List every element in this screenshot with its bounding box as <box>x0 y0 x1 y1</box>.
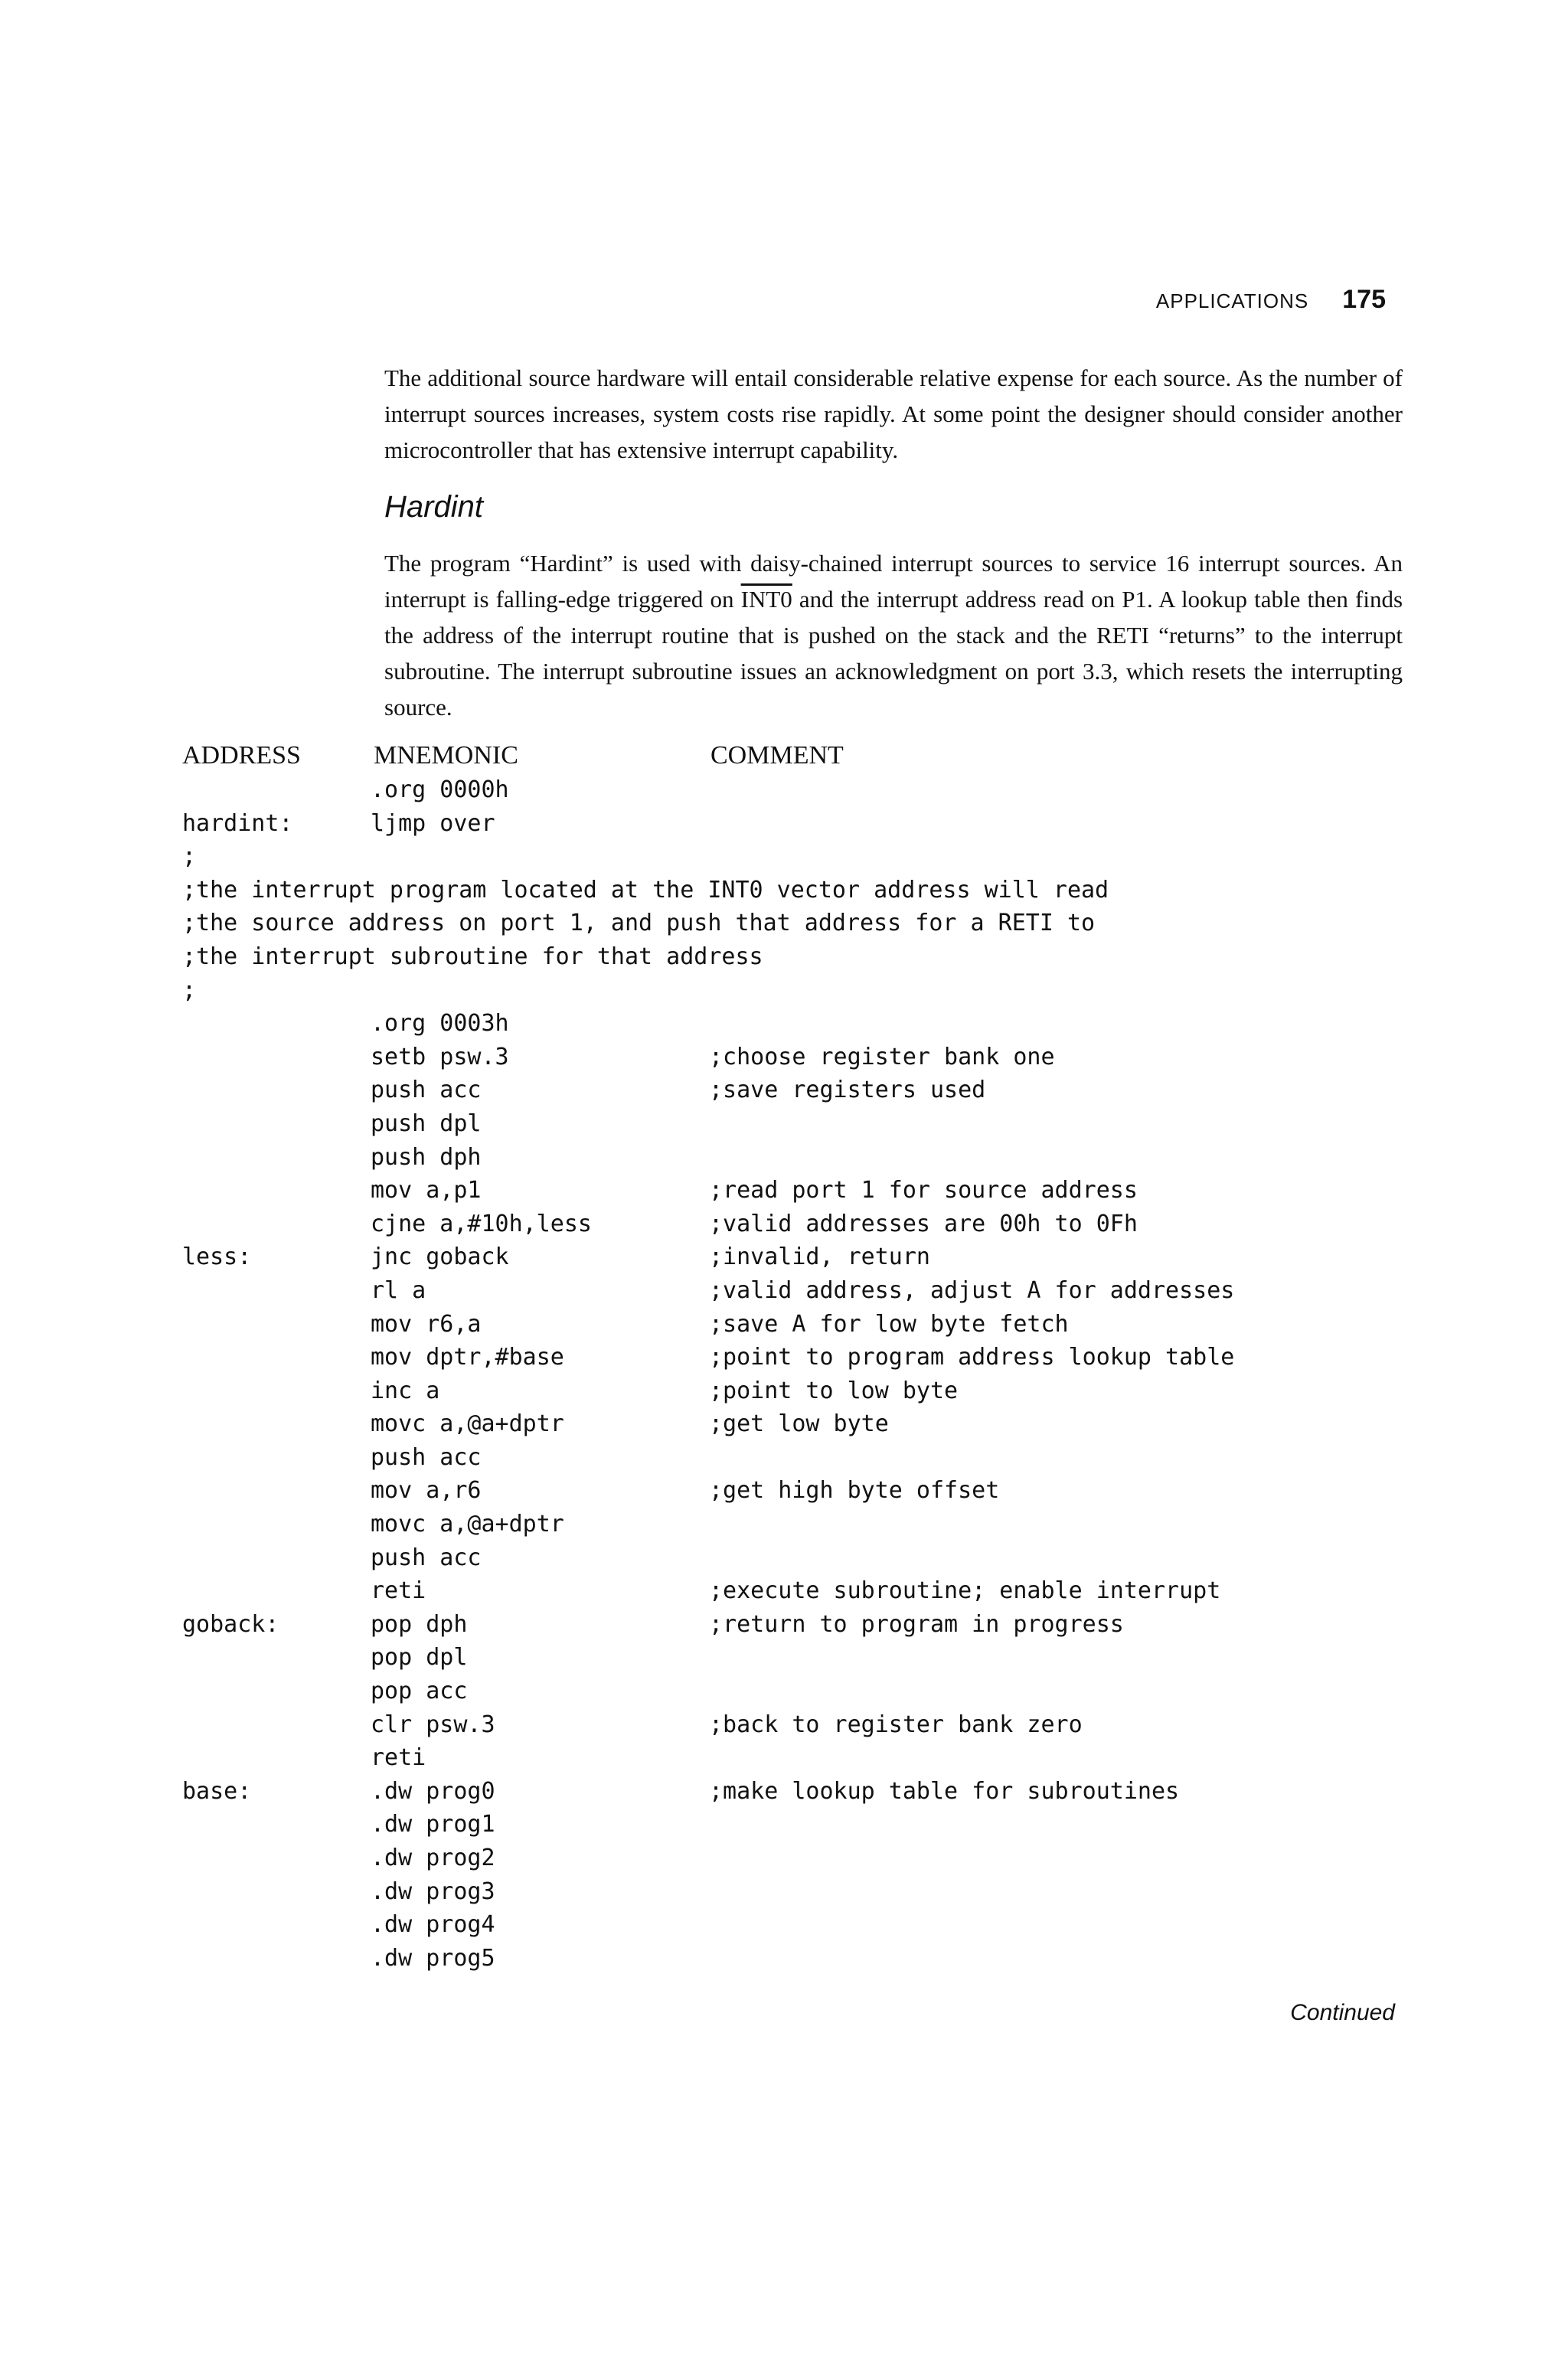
listing-mnemonic: .dw prog2 <box>371 1845 495 1871</box>
running-head <box>1156 285 1386 315</box>
listing-line <box>182 1339 1407 1373</box>
listing-line <box>182 772 1407 806</box>
listing-comment: ;point to low byte <box>709 1377 959 1404</box>
listing-mnemonic: .dw prog4 <box>371 1911 495 1939</box>
listing-line <box>182 1039 1407 1073</box>
listing-mnemonic: reti <box>371 1744 426 1772</box>
listing-line <box>182 1506 1407 1540</box>
listing-line <box>182 1707 1407 1740</box>
listing-mnemonic: reti <box>371 1577 426 1605</box>
listing-line <box>182 872 1407 906</box>
listing-line <box>182 1273 1407 1306</box>
listing-line <box>182 1239 1407 1273</box>
listing-line <box>182 939 1407 972</box>
listing-mnemonic: clr psw.3 <box>371 1711 495 1738</box>
listing-mnemonic: .org 0003h <box>371 1010 509 1038</box>
listing-comment: ;point to program address lookup table <box>709 1344 1235 1371</box>
section-title: Hardint <box>384 490 483 524</box>
listing-comment: ;valid address, adjust A for addresses <box>709 1276 1235 1304</box>
column-header-address: ADDRESS <box>182 741 301 770</box>
listing-line <box>182 1440 1407 1473</box>
listing-mnemonic: .dw prog3 <box>371 1877 495 1905</box>
listing-comment-line: ;the interrupt program located at the INT0 vector address will read <box>182 876 1109 904</box>
listing-mnemonic: cjne a,#10h,less <box>371 1210 592 1237</box>
listing-line <box>182 1406 1407 1440</box>
listing-comment: ;make lookup table for subroutines <box>709 1777 1180 1805</box>
listing-mnemonic: mov a,p1 <box>371 1177 482 1204</box>
intro-paragraph-text: The additional source hardware will entail considerable relative expense for each source. As the number of interrupt sources increases, system costs rise rapidly. At some point the designer should consider another microcontroller that has extensive interrupt capability. <box>384 364 1403 463</box>
listing-line <box>182 1005 1407 1039</box>
listing-line <box>182 1606 1407 1640</box>
page-number: 175 <box>1342 285 1386 314</box>
listing-mnemonic: .dw prog0 <box>371 1777 495 1805</box>
listing-mnemonic: jnc goback <box>371 1243 509 1271</box>
listing-comment: ;get high byte offset <box>709 1477 1000 1505</box>
listing-line <box>182 1139 1407 1173</box>
listing-mnemonic: push dpl <box>371 1109 482 1137</box>
listing-mnemonic: movc a,@a+dptr <box>371 1511 564 1538</box>
listing-mnemonic: pop dpl <box>371 1644 468 1672</box>
listing-comment: ;save registers used <box>709 1077 986 1104</box>
listing-line <box>182 1806 1407 1840</box>
listing-line <box>182 1740 1407 1773</box>
listing-mnemonic: push acc <box>371 1443 482 1471</box>
listing-comment: ;read port 1 for source address <box>709 1177 1138 1204</box>
listing-mnemonic: mov r6,a <box>371 1310 482 1338</box>
listing-mnemonic: movc a,@a+dptr <box>371 1410 564 1438</box>
listing-label: hardint: <box>182 809 293 837</box>
listing-comment-line: ;the source address on port 1, and push that address for a RETI to <box>182 910 1096 937</box>
listing-line <box>182 1373 1407 1407</box>
listing-comment-line: ;the interrupt subroutine for that address <box>182 943 763 970</box>
listing-line <box>182 972 1407 1006</box>
listing-line <box>182 1072 1407 1106</box>
listing-mnemonic: mov a,r6 <box>371 1477 482 1505</box>
description-part-1: The program “Hardint” is used with daisy-chained interrupt sources to service 16 interrupt sources. An interrupt is falling-edge triggered on <box>384 550 1403 613</box>
assembly-listing <box>182 772 1407 1973</box>
listing-mnemonic: push acc <box>371 1077 482 1104</box>
listing-label: goback: <box>182 1610 279 1638</box>
listing-line <box>182 1673 1407 1707</box>
listing-comment: ;get low byte <box>709 1410 889 1438</box>
listing-comment: ;execute subroutine; enable interrupt <box>709 1577 1221 1605</box>
listing-comment: ;return to program in progress <box>709 1610 1124 1638</box>
listing-line <box>182 1106 1407 1139</box>
listing-mnemonic: rl a <box>371 1276 426 1304</box>
column-header-comment: COMMENT <box>710 741 844 770</box>
listing-line <box>182 1773 1407 1807</box>
listing-line <box>182 1840 1407 1874</box>
description-part-2: and the interrupt address read on P1. A lookup table then finds the address of the interrupt routine that is pushed on the stack and the RETI “returns” to the interrupt subroutine. The interrupt subroutine issues an acknowledgment on port 3.3, which resets the interrupting source. <box>384 586 1403 721</box>
listing-mnemonic: mov dptr,#base <box>371 1344 564 1371</box>
listing-line <box>182 1573 1407 1606</box>
listing-line <box>182 1940 1407 1974</box>
listing-mnemonic: pop dph <box>371 1610 468 1638</box>
intro-paragraph <box>384 360 1403 468</box>
listing-comment: ;save A for low byte fetch <box>709 1310 1069 1338</box>
listing-comment: ;back to register bank zero <box>709 1711 1083 1738</box>
listing-comment: ;invalid, return <box>709 1243 930 1271</box>
listing-label: less: <box>182 1243 252 1271</box>
listing-mnemonic: push dph <box>371 1143 482 1171</box>
listing-mnemonic: ljmp over <box>371 809 495 837</box>
listing-line <box>182 1472 1407 1506</box>
listing-line <box>182 1306 1407 1340</box>
listing-comment-line: ; <box>182 976 197 1004</box>
continued-label: Continued <box>1290 2000 1395 2025</box>
listing-comment-line: ; <box>182 843 197 871</box>
description-paragraph <box>384 545 1403 725</box>
column-header-mnemonic: MNEMONIC <box>374 741 518 770</box>
listing-comment: ;choose register bank one <box>709 1043 1055 1070</box>
section-name: APPLICATIONS <box>1155 289 1309 312</box>
listing-line <box>182 1639 1407 1673</box>
listing-label: base: <box>182 1777 252 1805</box>
listing-line <box>182 1172 1407 1206</box>
listing-line <box>182 1540 1407 1574</box>
listing-mnemonic: push acc <box>371 1544 482 1571</box>
listing-line <box>182 905 1407 939</box>
listing-mnemonic: .dw prog5 <box>371 1944 495 1972</box>
listing-line <box>182 838 1407 872</box>
listing-line <box>182 806 1407 839</box>
description-text <box>384 545 1403 725</box>
listing-mnemonic: .dw prog1 <box>371 1811 495 1838</box>
listing-mnemonic: .org 0000h <box>371 776 509 803</box>
listing-line <box>182 1874 1407 1907</box>
listing-mnemonic: pop acc <box>371 1678 468 1705</box>
int0-signal: INT0 <box>740 586 792 613</box>
listing-comment: ;valid addresses are 00h to 0Fh <box>709 1210 1138 1237</box>
listing-line <box>182 1206 1407 1240</box>
listing-mnemonic: setb psw.3 <box>371 1043 509 1070</box>
listing-line <box>182 1907 1407 1940</box>
listing-mnemonic: inc a <box>371 1377 440 1404</box>
